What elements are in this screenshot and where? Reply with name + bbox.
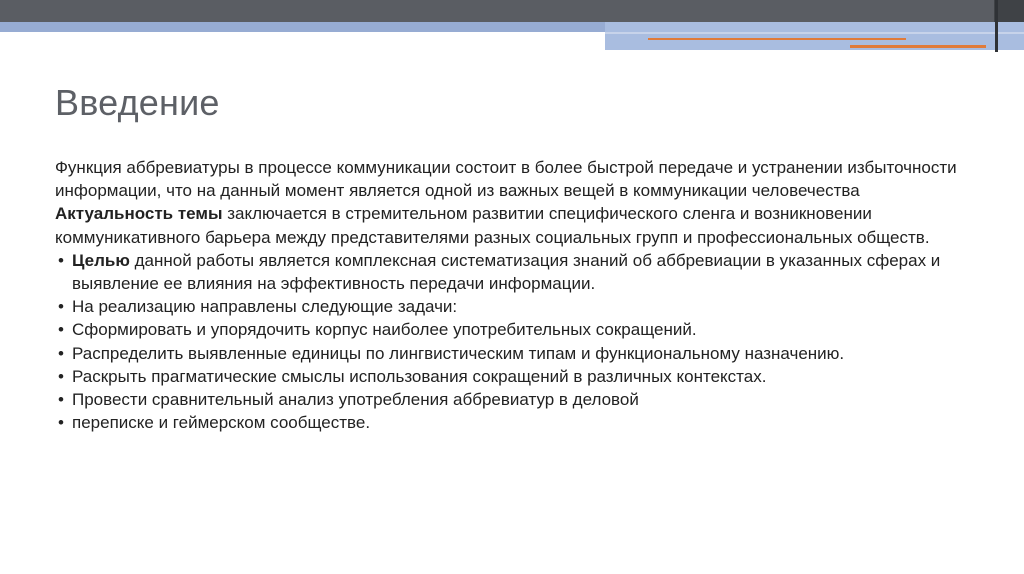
bullet-marker: • <box>58 250 64 270</box>
accent-line-top <box>648 38 906 40</box>
relevance-text: заключается в стремительном развитии специфического сленга и возникновении коммуникативного барьера между представителями разных социальных групп и профессиональных обществ. <box>55 204 930 247</box>
list-item-text: Распределить выявленные единицы по лингвистическим типам и функциональному назначению. <box>72 343 845 363</box>
bullet-marker: • <box>58 343 64 363</box>
list-item <box>55 388 965 411</box>
list-item <box>55 342 965 365</box>
bullet-marker: • <box>58 320 64 340</box>
list-item-goal <box>55 249 965 295</box>
bullet-marker: • <box>58 297 64 317</box>
list-item-text: Раскрыть прагматические смыслы использования сокращений в различных контекстах. <box>72 366 767 386</box>
list-item-text: Провести сравнительный анализ употребления аббревиатур в деловой <box>72 390 639 410</box>
header-dark-bar <box>0 0 1024 22</box>
bullet-marker: • <box>58 366 64 386</box>
slide-body <box>55 156 965 434</box>
list-item <box>55 411 965 434</box>
header-light-strip <box>605 32 1024 34</box>
bullet-list <box>55 249 965 435</box>
bullet-marker: • <box>58 390 64 410</box>
goal-heading: Целью <box>72 250 130 270</box>
list-item-text: На реализацию направлены следующие задачи: <box>72 297 458 317</box>
header-dark-bar-corner <box>994 0 1024 22</box>
list-item <box>55 295 965 318</box>
relevance-paragraph <box>55 202 965 248</box>
list-item-text: Сформировать и упорядочить корпус наиболее употребительных сокращений. <box>72 320 697 340</box>
slide-title: Введение <box>55 82 220 123</box>
header-vertical-shadow <box>995 0 998 52</box>
intro-paragraph: Функция аббревиатуры в процессе коммуникации состоит в более быстрой передаче и устранении избыточности информации, что на данный момент является одной из важных вещей в коммуникации человечества <box>55 158 957 201</box>
bullet-marker: • <box>58 413 64 433</box>
goal-text: данной работы является комплексная систематизация знаний об аббревиации в указанных сферах и выявление ее влияния на эффективность передачи информации. <box>72 250 941 294</box>
accent-line-bottom <box>850 45 986 48</box>
list-item-text: переписке и геймерском сообществе. <box>72 413 371 433</box>
list-item <box>55 365 965 388</box>
relevance-heading: Актуальность темы <box>55 204 223 224</box>
list-item <box>55 318 965 341</box>
